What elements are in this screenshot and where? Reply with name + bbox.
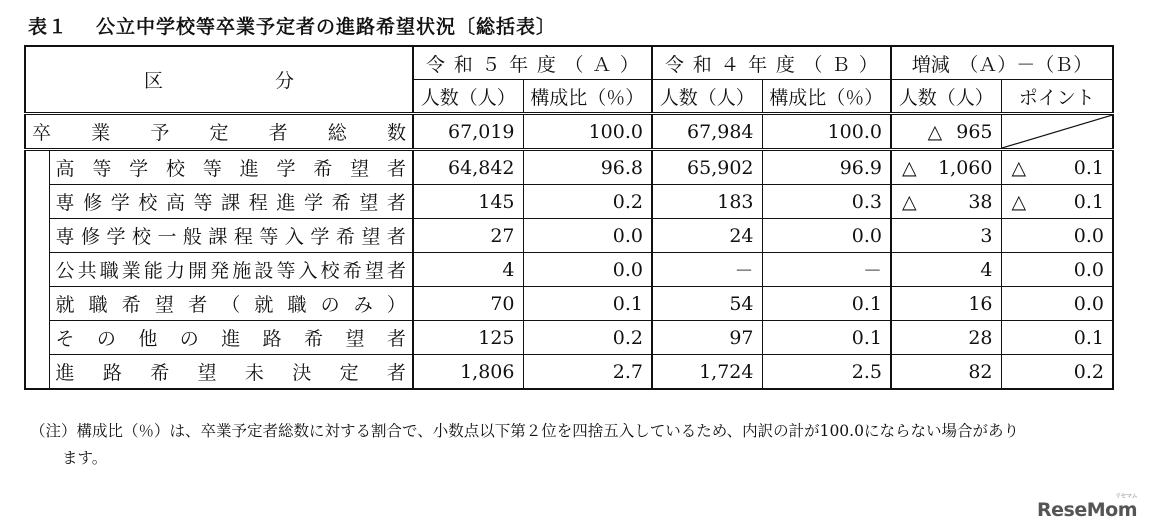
total-a-ratio: 100.0 xyxy=(523,114,652,150)
b-ratio-cell: － xyxy=(762,253,891,287)
label-char: 専 xyxy=(55,192,75,214)
label-char: 入 xyxy=(284,226,304,248)
decrease-mark: △ xyxy=(902,156,917,179)
a-ratio-cell: 2.7 xyxy=(523,355,652,390)
label-char: 度 xyxy=(775,53,795,76)
footnote xyxy=(30,418,1120,472)
label-char: 職 xyxy=(99,260,119,282)
logo-sub: リセマム xyxy=(1115,493,1137,500)
decrease-mark: △ xyxy=(1011,156,1027,179)
label-char: 等 xyxy=(259,226,279,248)
label-char: 定 xyxy=(209,122,229,144)
label-char: 校 xyxy=(138,192,158,214)
point-cell: △ 0.1 xyxy=(1001,150,1113,185)
b-ratio-cell: 2.5 xyxy=(762,355,891,390)
row-label xyxy=(49,321,413,355)
label-char: み xyxy=(353,294,373,316)
label-char: 設 xyxy=(254,260,274,282)
label-char: 望 xyxy=(350,158,370,180)
table-title-text: 公立中学校等卒業予定者の進路希望状況〔総括表〕 xyxy=(96,16,557,38)
label-char: 修 xyxy=(80,226,100,248)
total-row xyxy=(25,114,1113,150)
a-count-cell: 1,806 xyxy=(413,355,523,390)
decrease-mark xyxy=(900,259,902,281)
label-char: 希 xyxy=(150,362,170,384)
note-line-2: ます。 xyxy=(62,449,108,467)
label-char: 希 xyxy=(304,328,324,350)
b-count-cell: 183 xyxy=(652,185,762,219)
diagonal-line xyxy=(1002,115,1113,148)
label-char: 路 xyxy=(262,328,282,350)
label-char: 発 xyxy=(210,260,230,282)
note-prefix: （注） xyxy=(30,422,77,440)
b-count-cell: － xyxy=(652,253,762,287)
a-ratio-cell: 0.0 xyxy=(523,219,652,253)
label-char: 和 xyxy=(453,53,473,76)
label-char: 未 xyxy=(244,362,264,384)
label-char: 希 xyxy=(342,260,362,282)
b-count-cell: 24 xyxy=(652,219,762,253)
label-char: 力 xyxy=(165,260,185,282)
label-char: 課 xyxy=(221,192,241,214)
label-char: 和 xyxy=(692,53,712,76)
point-cell: 0.2 xyxy=(1001,355,1113,390)
decrease-mark xyxy=(1010,293,1012,315)
indent-cell xyxy=(25,219,49,253)
label-char: 共 xyxy=(77,260,97,282)
decrease-mark xyxy=(900,361,902,383)
label-char: 職 xyxy=(88,294,108,316)
table-number: 表１ xyxy=(28,16,69,38)
label-char: 令 xyxy=(426,53,446,76)
label-char: 者 xyxy=(386,328,406,350)
table-row xyxy=(25,185,1113,219)
label-char: 望 xyxy=(154,294,174,316)
diff-count-cell: △ 1,060 xyxy=(891,150,1001,185)
total-point-blank xyxy=(1001,114,1113,150)
b-count-cell: 1,724 xyxy=(652,355,762,390)
label-char: 決 xyxy=(292,362,312,384)
group-header-diff: 増減 （Ａ）－（Ｂ） xyxy=(891,46,1113,80)
label-char: 進 xyxy=(55,362,75,384)
logo-text: ReseMom xyxy=(1037,499,1137,521)
a-count-cell: 27 xyxy=(413,219,523,253)
decrease-mark xyxy=(900,327,902,349)
total-a-count: 67,019 xyxy=(413,114,523,150)
a-count-cell: 64,842 xyxy=(413,150,523,185)
label-char: 程 xyxy=(248,192,268,214)
indent-cell xyxy=(25,185,49,219)
point-cell: △ 0.1 xyxy=(1001,185,1113,219)
total-diff-count: △ 965 xyxy=(891,114,1001,150)
b-count-cell: 65,902 xyxy=(652,150,762,185)
label-char: 進 xyxy=(276,192,296,214)
label-char: 希 xyxy=(121,294,141,316)
a-ratio-header: 構成比（％） xyxy=(523,80,652,114)
label-char: ） xyxy=(858,53,878,76)
label-char: 学 xyxy=(110,192,130,214)
point-cell: 0.1 xyxy=(1001,321,1113,355)
a-count-cell: 4 xyxy=(413,253,523,287)
label-char: 修 xyxy=(83,192,103,214)
row-label xyxy=(49,219,413,253)
group-header-b xyxy=(652,46,891,80)
a-ratio-cell: 0.2 xyxy=(523,321,652,355)
label-char: 高 xyxy=(55,158,75,180)
label-char: 就 xyxy=(254,294,274,316)
point-cell: 0.0 xyxy=(1001,287,1113,321)
group-header-a xyxy=(413,46,652,80)
indent-cell xyxy=(25,355,49,390)
label-char: 業 xyxy=(121,260,141,282)
label-char: 者 xyxy=(188,294,208,316)
label-char: 進 xyxy=(239,158,259,180)
table-row xyxy=(25,355,1113,390)
label-char: 予 xyxy=(150,122,170,144)
decrease-mark xyxy=(1010,327,1012,349)
label-char: 希 xyxy=(335,226,355,248)
b-count-header: 人数（人） xyxy=(652,80,762,114)
label-char: ） xyxy=(386,294,406,316)
total-label xyxy=(25,114,413,150)
label-char: 施 xyxy=(232,260,252,282)
table-row xyxy=(25,150,1113,185)
label-char: 校 xyxy=(320,260,340,282)
label-char: の xyxy=(320,294,340,316)
label-char: 業 xyxy=(91,122,111,144)
decrease-mark xyxy=(900,293,902,315)
a-ratio-cell: 0.2 xyxy=(523,185,652,219)
label-char: 等 xyxy=(193,192,213,214)
b-ratio-cell: 0.1 xyxy=(762,287,891,321)
label-char: 総 xyxy=(327,122,347,144)
label-char: 者 xyxy=(386,192,406,214)
point-cell: 0.0 xyxy=(1001,219,1113,253)
note-line-1: 構成比（％）は、卒業予定者総数に対する割合で、小数点以下第２位を四捨五入しているため、内訳の計が100.0にならない場合があり xyxy=(76,422,1019,440)
label-char: 度 xyxy=(536,53,556,76)
label-char: 者 xyxy=(386,158,406,180)
label-char: 般 xyxy=(182,226,202,248)
decrease-mark xyxy=(1010,259,1012,281)
label-char: 公 xyxy=(55,260,75,282)
diff-count-cell: 4 xyxy=(891,253,1001,287)
label-char: 望 xyxy=(361,226,381,248)
label-char: 就 xyxy=(55,294,75,316)
indent-cell xyxy=(25,321,49,355)
label-char: 者 xyxy=(386,226,406,248)
table-row xyxy=(25,219,1113,253)
label-char: 課 xyxy=(208,226,228,248)
label-char: 望 xyxy=(197,362,217,384)
label-char: 入 xyxy=(298,260,318,282)
label-char: 開 xyxy=(188,260,208,282)
label-char: 他 xyxy=(138,328,158,350)
label-char: 者 xyxy=(268,122,288,144)
label-char: 等 xyxy=(202,158,222,180)
label-char: そ xyxy=(55,328,75,350)
label-char: 年 xyxy=(748,53,768,76)
a-ratio-cell: 0.0 xyxy=(523,253,652,287)
label-char: の xyxy=(96,328,116,350)
label-char: 卒 xyxy=(32,122,52,144)
label-char: 者 xyxy=(386,260,406,282)
label-char: 一 xyxy=(157,226,177,248)
label-char: ） xyxy=(619,53,639,76)
decrease-mark: △ xyxy=(1011,190,1027,213)
label-char: 年 xyxy=(509,53,529,76)
label-char: 定 xyxy=(339,362,359,384)
label-char: 職 xyxy=(287,294,307,316)
label-char: 進 xyxy=(221,328,241,350)
a-count-cell: 145 xyxy=(413,185,523,219)
progress-table xyxy=(24,45,1114,390)
b-count-cell: 97 xyxy=(652,321,762,355)
a-count-cell: 70 xyxy=(413,287,523,321)
label-char: 学 xyxy=(106,226,126,248)
decrease-mark xyxy=(1010,225,1012,247)
b-ratio-header: 構成比（％） xyxy=(762,80,891,114)
diff-count-cell: 28 xyxy=(891,321,1001,355)
table-row xyxy=(25,321,1113,355)
label-char: 学 xyxy=(303,192,323,214)
total-b-count: 67,984 xyxy=(652,114,762,150)
label-char: 希 xyxy=(331,192,351,214)
label-char: Ｂ xyxy=(831,53,851,76)
label-char: 校 xyxy=(165,158,185,180)
decrease-mark: △ xyxy=(902,190,917,213)
label-char: 能 xyxy=(143,260,163,282)
indent-cell xyxy=(25,150,49,185)
table-row xyxy=(25,287,1113,321)
label-char: 望 xyxy=(364,260,384,282)
row-label xyxy=(49,355,413,390)
point-cell: 0.0 xyxy=(1001,253,1113,287)
header-row-1 xyxy=(25,46,1113,80)
diff-count-cell: △ 38 xyxy=(891,185,1001,219)
b-count-cell: 54 xyxy=(652,287,762,321)
label-char: 路 xyxy=(102,362,122,384)
label-char: 等 xyxy=(92,158,112,180)
label-char: （ xyxy=(803,53,823,76)
diff-count-cell: 82 xyxy=(891,355,1001,390)
diff-count-cell: 3 xyxy=(891,219,1001,253)
label-char: 希 xyxy=(313,158,333,180)
b-ratio-cell: 96.9 xyxy=(762,150,891,185)
a-ratio-cell: 96.8 xyxy=(523,150,652,185)
label-char: 等 xyxy=(276,260,296,282)
label-char: 数 xyxy=(386,122,406,144)
label-char: ４ xyxy=(720,53,740,76)
label-char: 望 xyxy=(359,192,379,214)
label-char: の xyxy=(179,328,199,350)
label-char: 学 xyxy=(310,226,330,248)
label-char: 程 xyxy=(233,226,253,248)
row-label xyxy=(49,185,413,219)
diff-count-cell: 16 xyxy=(891,287,1001,321)
label-char: ５ xyxy=(481,53,501,76)
b-ratio-cell: 0.0 xyxy=(762,219,891,253)
total-b-ratio: 100.0 xyxy=(762,114,891,150)
label-char: 学 xyxy=(276,158,296,180)
resemom-logo xyxy=(1037,493,1137,521)
b-ratio-cell: 0.3 xyxy=(762,185,891,219)
label-char: （ xyxy=(221,294,241,316)
row-label xyxy=(49,287,413,321)
indent-cell xyxy=(25,287,49,321)
row-label xyxy=(49,150,413,185)
label-char: 専 xyxy=(55,226,75,248)
label-char: 者 xyxy=(386,362,406,384)
diff-point-header: ポイント xyxy=(1001,80,1113,114)
label-char: （ xyxy=(564,53,584,76)
label-char: 学 xyxy=(129,158,149,180)
decrease-mark xyxy=(900,225,902,247)
a-count-header: 人数（人） xyxy=(413,80,523,114)
label-char: 望 xyxy=(345,328,365,350)
table-title xyxy=(28,12,556,39)
label-char: 校 xyxy=(131,226,151,248)
decrease-mark xyxy=(1010,361,1012,383)
label-char: Ａ xyxy=(592,53,612,76)
decrease-mark: △ xyxy=(927,120,943,143)
indent-cell xyxy=(25,253,49,287)
label-char: 高 xyxy=(165,192,185,214)
table-row xyxy=(25,253,1113,287)
label-char: 令 xyxy=(665,53,685,76)
b-ratio-cell: 0.1 xyxy=(762,321,891,355)
category-header: 区 分 xyxy=(25,46,413,114)
diff-count-header: 人数（人） xyxy=(891,80,1001,114)
a-ratio-cell: 0.1 xyxy=(523,287,652,321)
row-label xyxy=(49,253,413,287)
a-count-cell: 125 xyxy=(413,321,523,355)
